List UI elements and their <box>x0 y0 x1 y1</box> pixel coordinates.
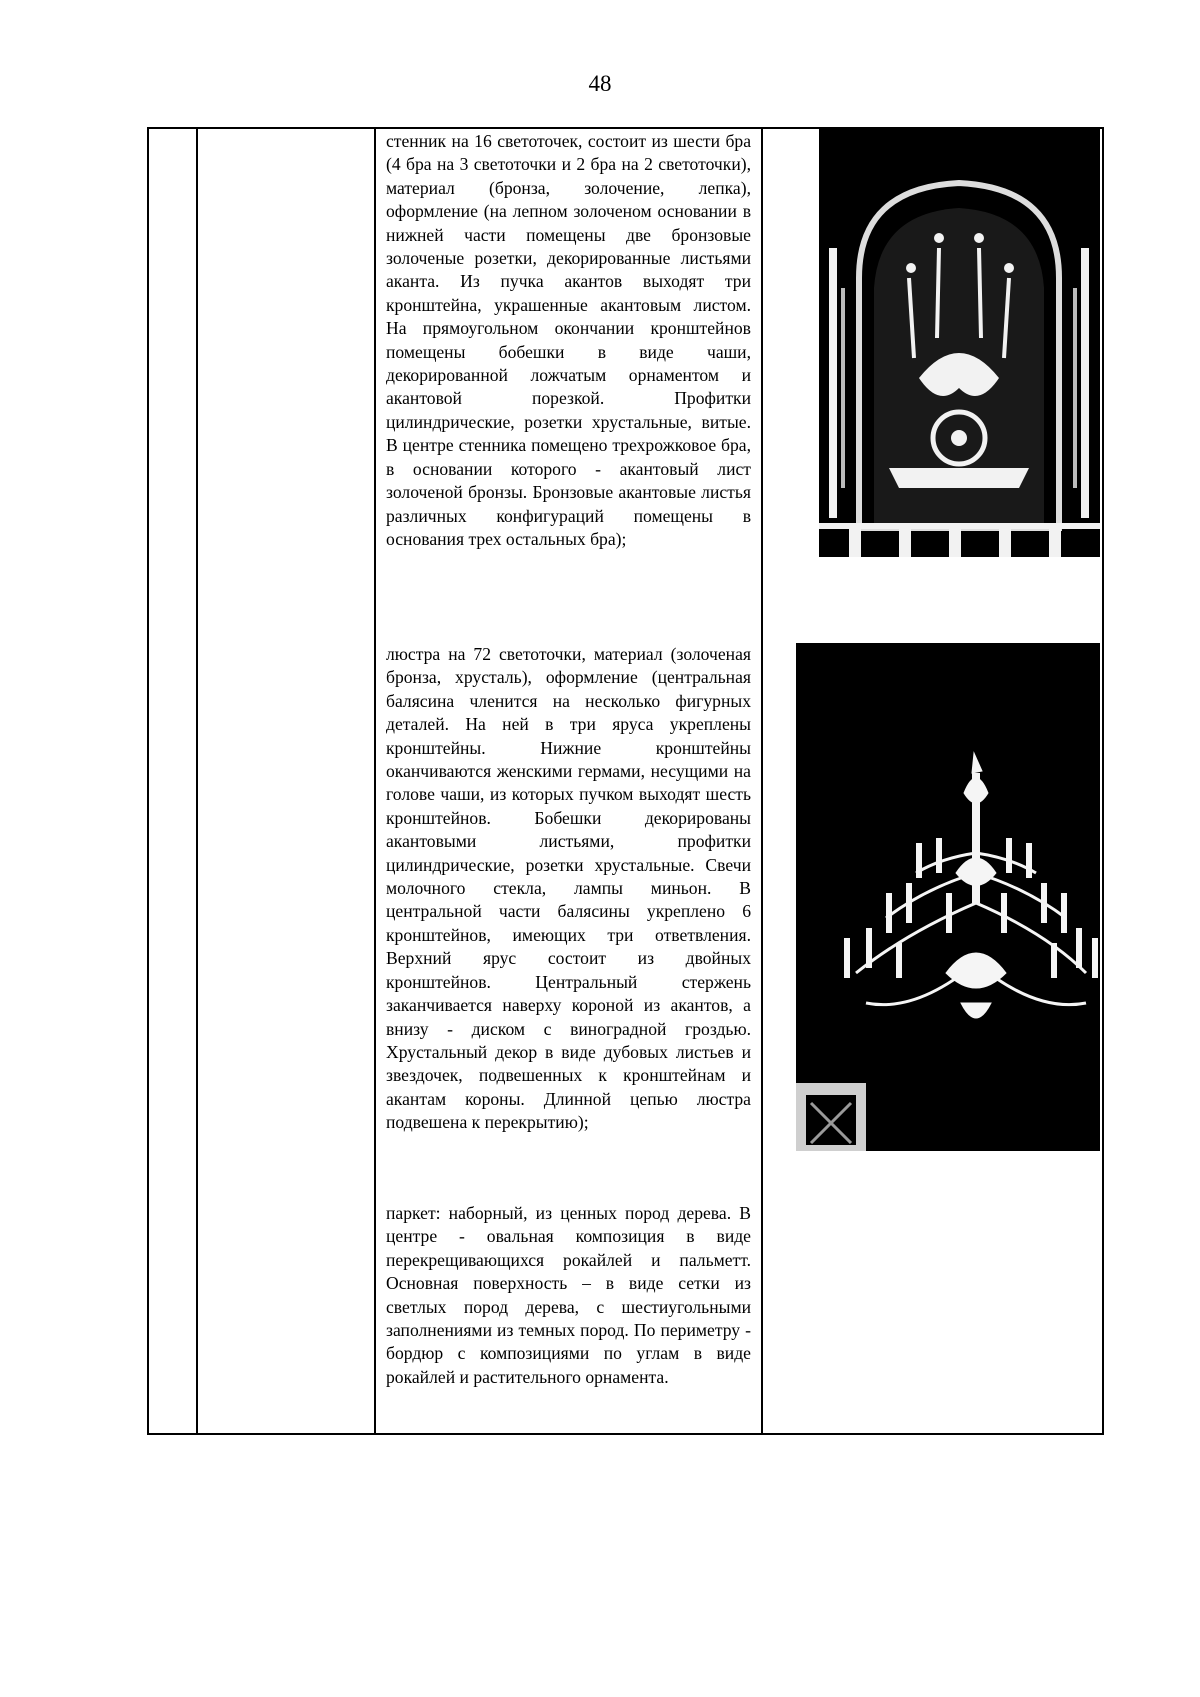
table-column-divider <box>761 127 763 1435</box>
table-column-divider <box>196 127 198 1435</box>
table-column-divider <box>374 127 376 1435</box>
page-number: 48 <box>588 71 612 96</box>
chandelier-description: люстра на 72 светоточки, материал (золоченая бронза, хрусталь), оформление (центральная балясина членится на несколько фигурных деталей. На ней в три яруса укреплены кронштейны. Нижние кронштейны оканчиваются женскими гермами, несущими на голове чаши, из которых пучком выходят шесть кронштейнов. Бобешки декорированы акантовыми листьями, профитки цилиндрические, розетки хрустальные. Свечи молочного стекла, лампы миньон. В центральной части балясины укреплено 6 кронштейнов, имеющих три ответвления. Верхний ярус состоит из двойных кронштейнов. Центральный стержень заканчивается наверху короной из акантов, а внизу - диском с виноградной гроздью. Хрустальный декор в виде дубовых листьев и звездочек, подвешенных к кронштейнам и акантам короны. Длинной цепью люстра подвешена к перекрытию); <box>386 644 751 1133</box>
parquet-description: паркет: наборный, из ценных пород дерева. В центре - овальная композиция в виде перекрещивающихся рокайлей и пальметт. Основная поверхность – в виде сетки из светлых пород дерева, с шестиугольными заполнениями из темных пород. По периметру - бордюр с композициями по углам в виде рокайлей и растительного орнамента. <box>386 1203 751 1387</box>
sconce-description: стенник на 16 светоточек, состоит из шести бра (4 бра на 3 светоточки и 2 бра на 2 светоточки), материал (бронза, золочение, лепка), оформление (на лепном золоченом основании в нижней части помещены две бронзовые золоченые розетки, декорированные листьями аканта. Из пучка акантов выходят три кронштейна, украшенные акантовым листом. На прямоугольном окончании кронштейнов помещены бобешки в виде чаши, декорированной ложчатым орнаментом и акантовой порезкой. Профитки цилиндрические, розетки хрустальные, витые. В центре стенника помещено трехрожковое бра, в основании которого - акантовый лист золоченой бронзы. Бронзовые акантовые листья различных конфигураций помещены в основания трех остальных бра); <box>386 131 751 549</box>
wall-sconce-photo <box>819 128 1100 557</box>
chandelier-photo <box>796 643 1100 1151</box>
